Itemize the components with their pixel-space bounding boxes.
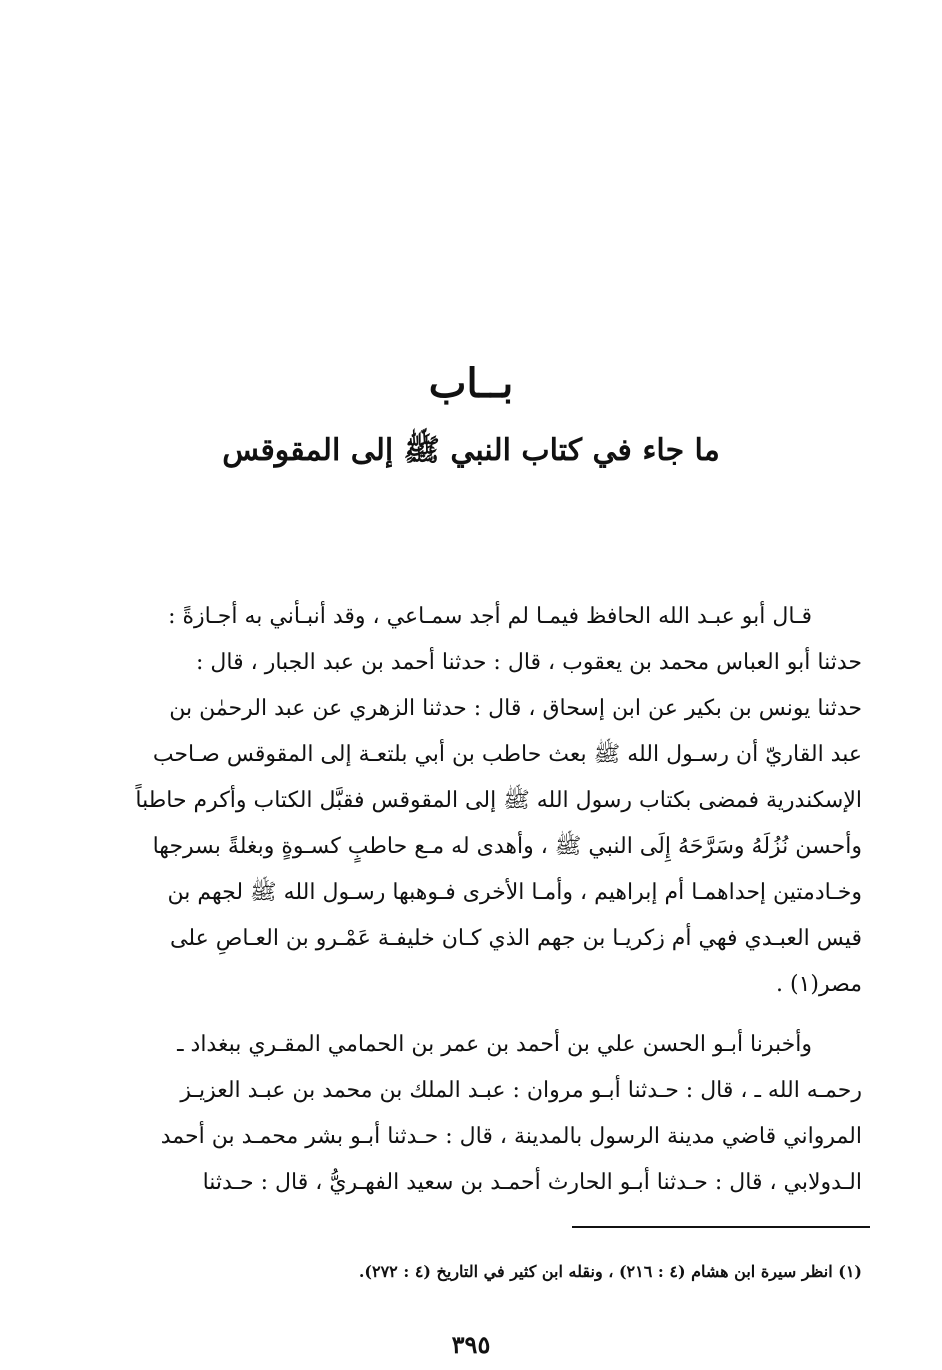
text-line: حدثنا يونس بن بكير عن ابن إسحاق ، قال : حدثنا الزهري عن عبد الرحمٰن بن bbox=[169, 696, 862, 721]
chapter-heading: بــاب bbox=[428, 360, 514, 407]
text-line: رحمـه الله ـ ، قال : حـدثنا أبـو مروان : عبـد الملك بن محمد بن عبـد العزيـز bbox=[180, 1078, 862, 1103]
text-line: وأحسن نُزُلَهُ وسَرَّحَهُ إِلَى النبي ﷺ ، وأهدى له مـع حاطبٍ كسـوةٍ وبغلةً بسرجها bbox=[152, 834, 862, 859]
text-line: وخـادمتين إحداهمـا أم إبراهيم ، وأمـا الأخرى فـوهبها رسـول الله ﷺ لجهم بن bbox=[167, 880, 862, 905]
text-line: الإسكندرية فمضى بكتاب رسول الله ﷺ إلى المقوقس فقبَّل الكتاب وأكرم حاطباً bbox=[135, 788, 862, 813]
chapter-title: ما جاء في كتاب النبي ﷺ إلى المقوقس bbox=[222, 433, 720, 468]
text-line: عبد القاريّ أن رسـول الله ﷺ بعث حاطب بن أبي بلتعـة إلى المقوقس صـاحب bbox=[152, 742, 862, 767]
body-paragraph bbox=[130, 1022, 862, 1206]
footnote: (١) انظر سيرة ابن هشام (٤ : ٢١٦) ، ونقله ابن كثير في التاريخ (٤ : ٢٧٢). bbox=[358, 1262, 862, 1281]
footnote-divider bbox=[572, 1226, 870, 1228]
text-line: قـال أبو عبـد الله الحافظ فيمـا لم أجد سمـاعي ، وقد أنبـأني به أجـازةً : bbox=[168, 604, 812, 629]
text-line: المرواني قاضي مدينة الرسول بالمدينة ، قال : حـدثنا أبـو بشر محمـد بن أحمد bbox=[160, 1124, 862, 1149]
text-line: حدثنا أبو العباس محمد بن يعقوب ، قال : حدثنا أحمد بن عبد الجبار ، قال : bbox=[196, 650, 862, 675]
body-paragraph bbox=[130, 594, 862, 1008]
page-number: ٣٩٥ bbox=[451, 1330, 491, 1359]
text-line: الـدولابي ، قال : حـدثنا أبـو الحارث أحمـد بن سعيد الفهـريُّ ، قال : حـدثنا bbox=[202, 1170, 862, 1195]
text-line: مصر(١) . bbox=[776, 972, 862, 997]
text-line: وأخبرنا أبـو الحسن علي بن أحمد بن عمر بن الحمامي المقـري ببغداد ـ bbox=[177, 1032, 812, 1057]
text-line: قيس العبـدي فهي أم زكريـا بن جهم الذي كـان خليفـة عَمْـرو بن العـاصِ على bbox=[170, 926, 862, 951]
